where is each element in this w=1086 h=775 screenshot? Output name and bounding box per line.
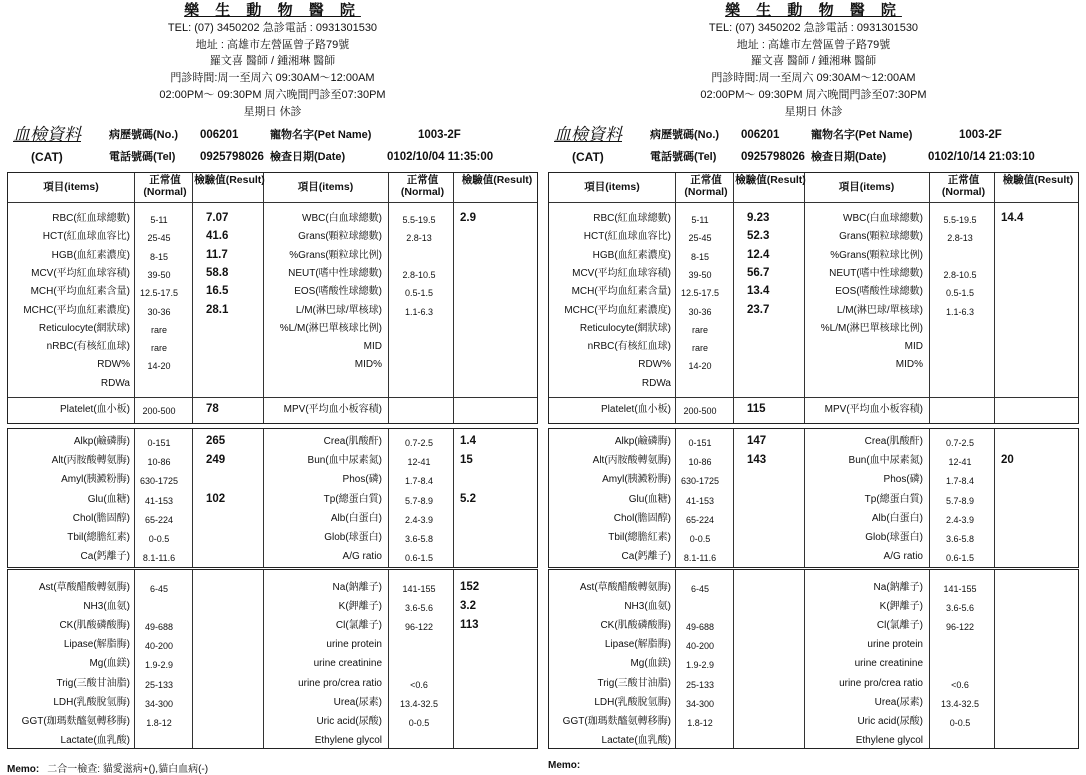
test-item-name: %Grans(顆粒球比例) <box>830 249 923 261</box>
column-header-normal: 正常值(Normal) <box>400 174 445 198</box>
test-item-name: WBC(白血球總數) <box>302 213 382 224</box>
clinic-doctors: 羅文喜 醫師 / 鍾湘琳 醫師 <box>750 55 877 67</box>
test-item-name: Mg(血鎂) <box>89 658 130 670</box>
test-item-name: RDWa <box>100 377 130 389</box>
test-item-name: MID% <box>895 359 923 371</box>
test-item-name: Tp(總蛋白質) <box>864 493 923 505</box>
phone-label: 電話號碼(Tel) <box>109 151 176 163</box>
normal-range: 8-15 <box>690 251 709 262</box>
normal-range: 25-45 <box>688 233 712 244</box>
normal-range: 141-155 <box>402 584 436 594</box>
test-item-name: Reticulocyte(網狀球) <box>38 322 130 334</box>
test-item-name: A/G ratio <box>342 551 382 563</box>
result-table <box>548 428 1079 568</box>
test-item-name: Glu(血糖) <box>87 493 130 505</box>
normal-range: 1.8-12 <box>687 717 713 728</box>
normal-range: 2.4-3.9 <box>404 514 434 525</box>
row-divider <box>8 397 537 398</box>
column-header-items: 項目(items) <box>43 181 99 193</box>
normal-range: 1.7-8.4 <box>945 476 975 487</box>
column-header-result: 檢驗值(Result) <box>461 174 533 186</box>
test-result-value: 11.7 <box>206 248 228 261</box>
test-result-value: 249 <box>206 454 226 467</box>
row-divider <box>549 397 1078 398</box>
test-result-value: 23.7 <box>747 303 770 316</box>
test-item-name: Chol(膽固醇) <box>613 512 671 524</box>
test-item-name: Na(鈉離子) <box>332 582 382 593</box>
normal-range: 3.6-5.6 <box>404 603 434 614</box>
normal-range: rare <box>150 343 167 354</box>
test-item-name: HGB(血紅素濃度) <box>51 249 130 261</box>
test-item-name: Urea(尿素) <box>874 696 923 708</box>
normal-range: 65-224 <box>144 514 174 525</box>
date-value: 0102/10/04 11:35:00 <box>387 151 494 163</box>
column-header-normal: 正常值(Normal) <box>684 174 728 198</box>
test-item-name: Urea(尿素) <box>333 696 382 708</box>
test-item-name: Chol(膽固醇) <box>72 512 130 524</box>
test-item-name: Ast(草酸醋酸轉氨脢) <box>38 582 130 593</box>
phone-value: 0925798026 <box>200 151 264 163</box>
test-result-value: 102 <box>206 492 226 505</box>
clinic-hours-evening: 02:00PM～ 09:30PM 周六晚間門診至07:30PM <box>159 89 386 101</box>
test-item-name: LDH(乳酸脫氫脢) <box>53 696 130 708</box>
test-result-value: 3.2 <box>460 600 476 613</box>
normal-range: 12-41 <box>948 457 972 468</box>
normal-range: 0.5-1.5 <box>945 288 975 299</box>
test-item-name: urine protein <box>867 639 923 651</box>
test-result-value: 1.4 <box>460 435 476 447</box>
clinic-doctors: 羅文喜 醫師 / 鍾湘琳 醫師 <box>209 55 336 67</box>
test-item-name: MCHC(平均血紅素濃度) <box>564 304 671 316</box>
column-header-items: 項目(items) <box>297 181 354 193</box>
normal-range: 0.7-2.5 <box>404 438 434 448</box>
test-item-name: nRBC(有核紅血球) <box>587 341 671 353</box>
test-item-name: MCV(平均紅血球容積) <box>31 267 130 279</box>
column-header-normal: 正常值(Normal) <box>143 174 187 198</box>
pet-name-value: 1003-2F <box>418 129 461 141</box>
normal-range: 5.7-8.9 <box>945 495 975 506</box>
test-result-value: 2.9 <box>460 212 476 224</box>
column-header-result: 檢驗值(Result) <box>735 174 806 186</box>
normal-range: 65-224 <box>685 514 715 525</box>
normal-range: 5.5-19.5 <box>402 215 436 225</box>
test-item-name: Amyl(胰澱粉脢) <box>602 474 671 486</box>
test-item-name: RBC(紅血球總數) <box>52 213 130 224</box>
test-result-value: 12.4 <box>747 248 770 261</box>
test-item-name: Bun(血中尿素氮) <box>848 455 923 467</box>
test-result-value: 78 <box>206 403 219 415</box>
clinic-name: 樂 生 動 物 醫 院 <box>184 2 361 19</box>
test-item-name: HCT(紅血球血容比) <box>42 231 130 243</box>
normal-range: 8.1-11.6 <box>683 553 717 564</box>
normal-range: 6-45 <box>149 584 168 594</box>
test-result-value: 58.8 <box>206 266 229 279</box>
test-item-name: Lactate(血乳酸) <box>60 734 130 746</box>
test-item-name: Ca(鈣離子) <box>80 551 130 563</box>
test-item-name: MID <box>363 341 382 353</box>
test-item-name: Lipase(解脂脢) <box>604 639 671 651</box>
date-label: 檢查日期(Date) <box>811 151 887 163</box>
result-table <box>7 569 538 749</box>
test-item-name: Tbil(總膽紅素) <box>608 532 671 543</box>
test-item-name: K(鉀離子) <box>338 601 382 613</box>
memo-label: Memo: <box>548 760 581 771</box>
normal-range: 34-300 <box>144 698 174 709</box>
record-no-label: 病歷號碼(No.) <box>650 129 720 141</box>
test-item-name: MPV(平均血小板容積) <box>283 404 382 415</box>
normal-range: 5-11 <box>150 215 168 225</box>
normal-range: 5.7-8.9 <box>404 495 434 506</box>
test-item-name: GGT(珈瑪麩醯氨轉移脢) <box>562 715 671 727</box>
test-item-name: L/M(淋巴球/單核球) <box>836 304 923 316</box>
pet-name-value: 1003-2F <box>959 129 1002 141</box>
test-item-name: Amyl(胰澱粉脢) <box>61 474 130 486</box>
normal-range: 25-133 <box>685 679 715 690</box>
test-item-name: NH3(血氨) <box>83 601 130 613</box>
pet-name-label: 寵物名字(Pet Name) <box>270 129 372 141</box>
test-item-name: Trig(三酸甘油脂) <box>56 677 130 689</box>
clinic-sunday-closed: 星期日 休診 <box>243 106 302 118</box>
test-item-name: Trig(三酸甘油脂) <box>597 677 671 689</box>
normal-range: 5.5-19.5 <box>943 215 977 225</box>
normal-range: 0-151 <box>147 438 171 448</box>
normal-range: 8.1-11.6 <box>142 553 176 564</box>
normal-range: 6-45 <box>690 584 709 594</box>
test-item-name: Grans(顆粒球總數) <box>298 231 382 243</box>
test-item-name: Uric acid(尿酸) <box>857 715 923 727</box>
memo-line <box>548 760 588 771</box>
test-item-name: MCV(平均紅血球容積) <box>572 267 671 279</box>
report-title: 血檢資料 <box>554 125 622 145</box>
test-item-name: A/G ratio <box>883 551 923 563</box>
test-item-name: %Grans(顆粒球比例) <box>289 249 382 261</box>
normal-range: 3.6-5.6 <box>945 603 975 614</box>
test-result-value: 13.4 <box>747 285 770 298</box>
species-label: (CAT) <box>31 150 63 164</box>
normal-range: 200-500 <box>683 406 717 416</box>
normal-range: 96-122 <box>945 622 975 633</box>
test-item-name: RBC(紅血球總數) <box>593 213 671 224</box>
test-result-value: 16.5 <box>206 285 229 298</box>
normal-range: 30-36 <box>688 306 712 317</box>
test-result-value: 113 <box>460 619 479 632</box>
test-item-name: Tbil(總膽紅素) <box>67 532 130 543</box>
test-result-value: 152 <box>460 581 480 593</box>
normal-range: 0-0.5 <box>949 717 971 728</box>
normal-range: 0.6-1.5 <box>404 553 434 564</box>
normal-range: 30-36 <box>147 306 171 317</box>
test-item-name: Lipase(解脂脢) <box>63 639 130 651</box>
test-item-name: Lactate(血乳酸) <box>601 734 671 746</box>
species-label: (CAT) <box>572 150 604 164</box>
test-item-name: HGB(血紅素濃度) <box>592 249 671 261</box>
pet-name-label: 寵物名字(Pet Name) <box>811 129 913 141</box>
normal-range: 49-688 <box>685 622 715 633</box>
record-no-value: 006201 <box>200 129 239 141</box>
column-header-result: 檢驗值(Result) <box>1002 174 1074 186</box>
header-divider <box>549 202 1078 203</box>
test-item-name: Phos(磷) <box>342 474 382 486</box>
normal-range: rare <box>691 343 708 354</box>
test-item-name: HCT(紅血球血容比) <box>583 231 671 243</box>
test-result-value: 28.1 <box>206 303 229 316</box>
test-item-name: RDW% <box>638 359 671 371</box>
test-item-name: Phos(磷) <box>883 474 923 486</box>
normal-range: 41-153 <box>144 495 174 506</box>
normal-range: 2.8-10.5 <box>943 269 977 280</box>
test-item-name: Alt(丙胺酸轉氨脢) <box>592 455 671 467</box>
test-result-value: 143 <box>747 454 767 467</box>
test-item-name: Alkp(鹼磷脢) <box>614 436 671 447</box>
normal-range: 2.8-13 <box>947 233 973 244</box>
normal-range: 3.6-5.8 <box>945 534 975 544</box>
test-item-name: %L/M(淋巴單核球比例) <box>820 322 923 334</box>
normal-range: 13.4-32.5 <box>399 698 439 709</box>
clinic-name: 樂 生 動 物 醫 院 <box>725 2 902 19</box>
test-item-name: Platelet(血小板) <box>59 404 130 415</box>
test-result-value: 52.3 <box>747 230 770 243</box>
test-item-name: LDH(乳酸脫氫脢) <box>594 696 671 708</box>
normal-range: 3.6-5.8 <box>404 534 434 544</box>
normal-range: rare <box>150 324 167 335</box>
normal-range: 1.9-2.9 <box>685 660 715 671</box>
test-item-name: GGT(珈瑪麩醯氨轉移脢) <box>21 715 130 727</box>
normal-range: 200-500 <box>142 406 176 416</box>
test-item-name: CK(肌酸磷酸脢) <box>59 620 130 632</box>
normal-range: 13.4-32.5 <box>940 698 980 709</box>
normal-range: 40-200 <box>685 641 715 652</box>
test-item-name: Ast(草酸醋酸轉氨脢) <box>579 582 671 593</box>
test-item-name: Bun(血中尿素氮) <box>307 455 382 467</box>
normal-range: 0-0.5 <box>148 534 170 544</box>
result-table <box>548 569 1079 749</box>
clinic-hours-evening: 02:00PM～ 09:30PM 周六晚間門診至07:30PM <box>700 89 927 101</box>
normal-range: 25-45 <box>147 233 171 244</box>
test-item-name: MCH(平均血紅素含量) <box>30 286 130 298</box>
phone-label: 電話號碼(Tel) <box>650 151 717 163</box>
test-item-name: Cl(氯離子) <box>335 620 382 632</box>
normal-range: 0.6-1.5 <box>945 553 975 564</box>
record-no-label: 病歷號碼(No.) <box>109 129 179 141</box>
normal-range: 14-20 <box>147 361 171 372</box>
test-item-name: RDWa <box>641 377 671 389</box>
date-value: 0102/10/14 21:03:10 <box>928 151 1035 163</box>
test-result-value: 56.7 <box>747 266 770 279</box>
test-item-name: Glob(球蛋白) <box>865 532 923 543</box>
normal-range: 10-86 <box>147 457 171 468</box>
normal-range: <0.6 <box>410 679 428 690</box>
normal-range: 5-11 <box>691 215 709 225</box>
clinic-address: 地址 : 高雄市左營區曾子路79號 <box>195 39 350 51</box>
test-result-value: 7.07 <box>206 212 229 224</box>
normal-range: 0.5-1.5 <box>404 288 434 299</box>
normal-range: 10-86 <box>688 457 712 468</box>
normal-range: 39-50 <box>688 269 712 280</box>
test-item-name: Alkp(鹼磷脢) <box>73 436 130 447</box>
normal-range: 12-41 <box>407 457 431 468</box>
normal-range: 2.8-13 <box>406 233 432 244</box>
normal-range: 96-122 <box>404 622 434 633</box>
clinic-address: 地址 : 高雄市左營區曾子路79號 <box>736 39 891 51</box>
normal-range: 12.5-17.5 <box>139 288 179 299</box>
test-item-name: Uric acid(尿酸) <box>316 715 382 727</box>
test-item-name: CK(肌酸磷酸脢) <box>600 620 671 632</box>
normal-range: 41-153 <box>685 495 715 506</box>
header-divider <box>8 202 537 203</box>
clinic-sunday-closed: 星期日 休診 <box>784 106 843 118</box>
normal-range: 630-1725 <box>139 476 179 487</box>
normal-range: 49-688 <box>144 622 174 633</box>
normal-range: 40-200 <box>144 641 174 652</box>
normal-range: rare <box>691 324 708 335</box>
test-item-name: Crea(肌酸酐) <box>864 436 923 447</box>
test-item-name: nRBC(有核紅血球) <box>46 341 130 353</box>
memo-text: 二合一檢查: 貓愛滋病+(),貓白血病(-) <box>47 764 209 775</box>
normal-range: 0-0.5 <box>408 717 430 728</box>
test-result-value: 9.23 <box>747 212 770 224</box>
normal-range: 1.8-12 <box>146 717 172 728</box>
test-item-name: Tp(總蛋白質) <box>323 493 382 505</box>
report-title: 血檢資料 <box>13 125 81 145</box>
normal-range: 12.5-17.5 <box>680 288 720 299</box>
test-result-value: 20 <box>1001 454 1014 467</box>
test-item-name: urine pro/crea ratio <box>298 677 382 689</box>
test-item-name: Alb(白蛋白) <box>330 512 382 524</box>
test-item-name: RDW% <box>97 359 130 371</box>
normal-range: 2.8-10.5 <box>402 269 436 280</box>
test-result-value: 147 <box>747 435 767 447</box>
report-panel <box>546 0 1081 774</box>
column-header-items: 項目(items) <box>838 181 895 193</box>
clinic-hours: 門診時間:周一至周六 09:30AM～12:00AM <box>170 72 375 84</box>
column-header-result: 檢驗值(Result) <box>194 174 265 186</box>
test-item-name: L/M(淋巴球/單核球) <box>295 304 382 316</box>
test-item-name: Ethylene glycol <box>855 734 923 746</box>
test-item-name: MCHC(平均血紅素濃度) <box>23 304 130 316</box>
test-item-name: NH3(血氨) <box>624 601 671 613</box>
normal-range: 0-151 <box>688 438 712 448</box>
test-result-value: 15 <box>460 454 473 467</box>
clinic-hours: 門診時間:周一至周六 09:30AM～12:00AM <box>711 72 916 84</box>
normal-range: 25-133 <box>144 679 174 690</box>
phone-value: 0925798026 <box>741 151 805 163</box>
column-header-normal: 正常值(Normal) <box>941 174 986 198</box>
date-label: 檢查日期(Date) <box>270 151 346 163</box>
normal-range: 630-1725 <box>680 476 720 487</box>
normal-range: 1.9-2.9 <box>144 660 174 671</box>
test-result-value: 265 <box>206 435 226 447</box>
test-item-name: Na(鈉離子) <box>873 582 923 593</box>
test-item-name: EOS(嗜酸性球總數) <box>294 286 382 298</box>
test-result-value: 5.2 <box>460 492 476 505</box>
test-item-name: MID <box>904 341 923 353</box>
test-item-name: NEUT(嗜中性球總數) <box>288 267 382 279</box>
normal-range: 39-50 <box>147 269 171 280</box>
record-no-value: 006201 <box>741 129 780 141</box>
test-item-name: Mg(血鎂) <box>630 658 671 670</box>
test-item-name: Alt(丙胺酸轉氨脢) <box>51 455 130 467</box>
test-item-name: Crea(肌酸酐) <box>323 436 382 447</box>
test-item-name: EOS(嗜酸性球總數) <box>835 286 923 298</box>
normal-range: 8-15 <box>149 251 168 262</box>
result-table <box>7 428 538 568</box>
test-result-value: 41.6 <box>206 230 229 243</box>
test-item-name: Reticulocyte(網狀球) <box>579 322 671 334</box>
normal-range: 1.7-8.4 <box>404 476 434 487</box>
result-table <box>7 172 538 424</box>
test-item-name: Cl(氯離子) <box>876 620 923 632</box>
clinic-phone: TEL: (07) 3450202 急診電話 : 0931301530 <box>167 22 378 34</box>
test-item-name: Platelet(血小板) <box>600 404 671 415</box>
test-item-name: WBC(白血球總數) <box>843 213 923 224</box>
test-item-name: urine creatinine <box>313 658 382 670</box>
normal-range: <0.6 <box>951 679 969 690</box>
test-item-name: MID% <box>354 359 382 371</box>
test-item-name: MCH(平均血紅素含量) <box>571 286 671 298</box>
clinic-phone: TEL: (07) 3450202 急診電話 : 0931301530 <box>708 22 919 34</box>
column-header-items: 項目(items) <box>584 181 640 193</box>
normal-range: 141-155 <box>943 584 977 594</box>
normal-range: 34-300 <box>685 698 715 709</box>
normal-range: 0.7-2.5 <box>945 438 975 448</box>
test-item-name: urine protein <box>326 639 382 651</box>
result-table <box>548 172 1079 424</box>
normal-range: 1.1-6.3 <box>945 306 975 317</box>
test-item-name: Ethylene glycol <box>314 734 382 746</box>
test-item-name: Glob(球蛋白) <box>324 532 382 543</box>
test-item-name: Alb(白蛋白) <box>871 512 923 524</box>
test-item-name: urine creatinine <box>854 658 923 670</box>
normal-range: 14-20 <box>688 361 712 372</box>
normal-range: 1.1-6.3 <box>404 306 434 317</box>
memo-label: Memo: <box>7 764 40 775</box>
test-item-name: Ca(鈣離子) <box>621 551 671 563</box>
report-panel <box>5 0 540 774</box>
test-item-name: NEUT(嗜中性球總數) <box>829 267 923 279</box>
test-item-name: Grans(顆粒球總數) <box>839 231 923 243</box>
normal-range: 2.4-3.9 <box>945 514 975 525</box>
memo-line <box>7 760 208 775</box>
test-result-value: 115 <box>747 403 766 415</box>
test-item-name: MPV(平均血小板容積) <box>824 404 923 415</box>
normal-range: 0-0.5 <box>689 534 711 544</box>
test-item-name: Glu(血糖) <box>628 493 671 505</box>
test-item-name: urine pro/crea ratio <box>839 677 923 689</box>
test-item-name: %L/M(淋巴單核球比例) <box>279 322 382 334</box>
test-result-value: 14.4 <box>1001 212 1024 224</box>
test-item-name: K(鉀離子) <box>879 601 923 613</box>
